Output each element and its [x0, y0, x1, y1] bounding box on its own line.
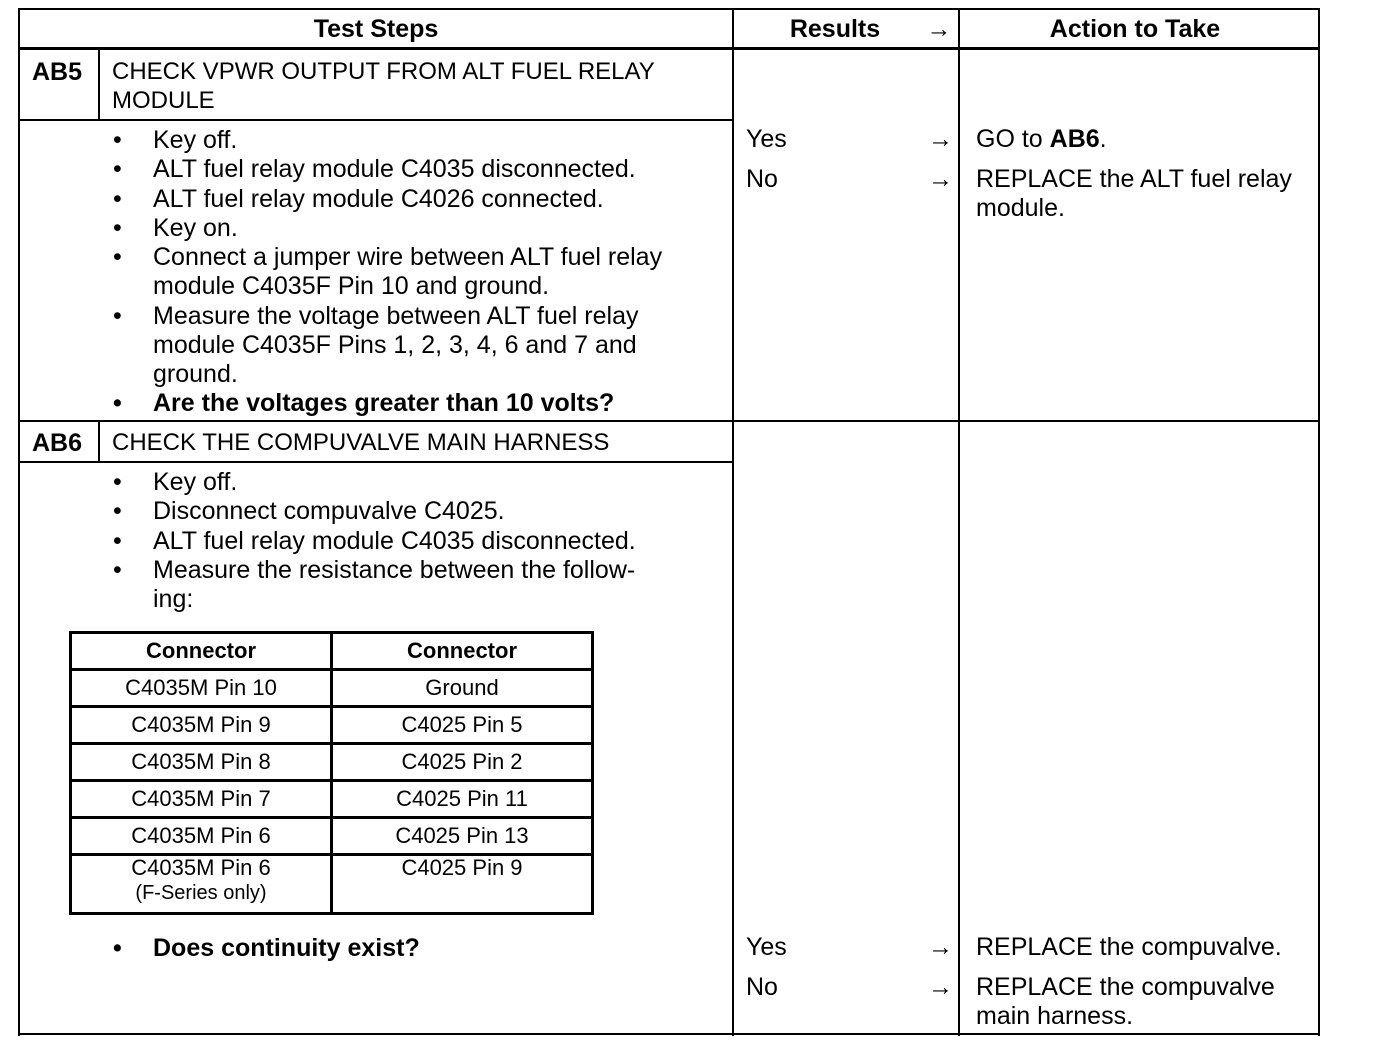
list-item-text: Key off.	[153, 468, 238, 496]
ab6-title-underline	[18, 461, 733, 463]
table-cell: C4035M Pin 9	[71, 707, 332, 744]
ab6-no-arrow-icon: →	[928, 973, 953, 1001]
ab6-step-id: AB6	[32, 429, 83, 457]
table-cell: Ground	[332, 670, 593, 707]
ab6-title: CHECK THE COMPUVALVE MAIN HARNESS	[112, 429, 610, 456]
table-cell: C4035M Pin 8	[71, 744, 332, 781]
ab6-action-yes: REPLACE the compuvalve.	[976, 933, 1282, 961]
header-results-arrow-icon: →	[926, 15, 952, 43]
table-cell: C4035M Pin 6	[71, 818, 332, 855]
ab5-action-no: REPLACE the ALT fuel relay module.	[976, 165, 1292, 222]
ab5-no-arrow-icon: →	[928, 165, 953, 193]
table-row	[71, 744, 593, 781]
header-divider	[18, 47, 1320, 50]
ab5-title-line1: CHECK VPWR OUTPUT FROM ALT FUEL RELAY	[112, 58, 655, 85]
list-item	[113, 213, 238, 243]
bullet-icon: •	[113, 301, 122, 330]
bullet-icon: •	[113, 497, 122, 526]
bullet-icon: •	[113, 126, 122, 154]
table-border-right	[1318, 8, 1320, 1036]
list-item	[113, 526, 636, 556]
list-item	[113, 155, 636, 184]
list-item	[113, 555, 636, 614]
connector-table-header	[71, 633, 593, 670]
table-row	[71, 707, 593, 744]
list-item	[113, 184, 604, 214]
list-item	[113, 301, 639, 389]
list-item-text: Connect a jumper wire between ALT fuel relay	[153, 243, 663, 272]
list-item-text: ALT fuel relay module C4035 disconnected.	[153, 155, 636, 184]
list-item	[113, 243, 663, 301]
table-cell: C4025 Pin 13	[332, 818, 593, 855]
list-item	[113, 497, 505, 526]
ab5-result-no: No	[746, 165, 778, 193]
table-row	[71, 855, 593, 914]
connector-header-col2: Connector	[332, 633, 593, 670]
col-divider-results-action	[958, 8, 960, 1036]
list-item-text: module C4035F Pins 1, 2, 3, 4, 6 and 7 and	[153, 330, 637, 359]
list-item-text: Key on.	[153, 213, 238, 242]
ab5-action-yes: GO to AB6.	[976, 125, 1107, 153]
table-row	[71, 670, 593, 707]
header-test-steps: Test Steps	[313, 15, 439, 43]
section-divider	[18, 420, 1320, 422]
bullet-icon: •	[113, 526, 122, 555]
ab6-id-divider	[98, 421, 100, 462]
list-item-text: ALT fuel relay module C4035 disconnected.	[153, 526, 636, 555]
bullet-icon: •	[113, 184, 122, 213]
ab5-title-line2: MODULE	[112, 87, 215, 114]
ab5-title-underline	[18, 119, 733, 121]
list-item-text: ing:	[153, 584, 194, 613]
table-cell: C4035M Pin 7	[71, 781, 332, 818]
list-item-text: Disconnect compuvalve C4025.	[153, 497, 505, 526]
list-item-text: Measure the voltage between ALT fuel relay	[153, 301, 639, 330]
list-item-text: ALT fuel relay module C4026 connected.	[153, 184, 604, 213]
connector-header-col1: Connector	[71, 633, 332, 670]
ab5-yes-arrow-icon: →	[928, 125, 953, 153]
table-border-bottom	[18, 1033, 1320, 1035]
table-border-left	[18, 8, 20, 1036]
table-row	[71, 818, 593, 855]
table-cell: C4025 Pin 2	[332, 744, 593, 781]
ab5-title	[112, 57, 655, 115]
list-item	[113, 468, 238, 497]
bullet-icon: •	[113, 243, 122, 272]
table-cell: C4025 Pin 11	[332, 781, 593, 818]
bullet-icon: •	[113, 155, 122, 184]
table-cell: C4025 Pin 5	[332, 707, 593, 744]
connector-table	[69, 631, 594, 915]
header-action: Action to Take	[1049, 15, 1221, 43]
ab5-action-yes-target: AB6	[1049, 125, 1100, 153]
ab5-id-divider	[98, 49, 100, 120]
table-row	[71, 781, 593, 818]
table-cell: C4035M Pin 6 (F-Series only)	[71, 855, 332, 914]
list-item	[113, 126, 238, 155]
list-item-text: Measure the resistance between the follow-	[153, 555, 636, 584]
ab6-yes-arrow-icon: →	[928, 933, 953, 961]
col-divider-steps-results	[732, 8, 734, 1036]
bullet-icon: •	[113, 555, 122, 584]
list-item-text: ground.	[153, 359, 238, 388]
ab6-question: • Does continuity exist?	[113, 934, 420, 962]
list-item-text: Key off.	[153, 126, 238, 154]
bullet-icon: •	[113, 213, 122, 242]
ab5-question: • Are the voltages greater than 10 volts?	[113, 389, 615, 417]
table-cell: C4025 Pin 9	[332, 855, 593, 914]
bullet-icon: •	[113, 468, 122, 496]
table-border-top	[18, 8, 1320, 10]
list-item-text: module C4035F Pin 10 and ground.	[153, 272, 550, 301]
ab6-result-no: No	[746, 973, 778, 1001]
ab6-action-no: REPLACE the compuvalve main harness.	[976, 973, 1275, 1030]
ab5-result-yes: Yes	[746, 125, 787, 153]
ab6-result-yes: Yes	[746, 933, 787, 961]
header-results: Results	[789, 15, 881, 43]
table-cell: C4035M Pin 10	[71, 670, 332, 707]
ab5-step-id: AB5	[32, 58, 83, 86]
